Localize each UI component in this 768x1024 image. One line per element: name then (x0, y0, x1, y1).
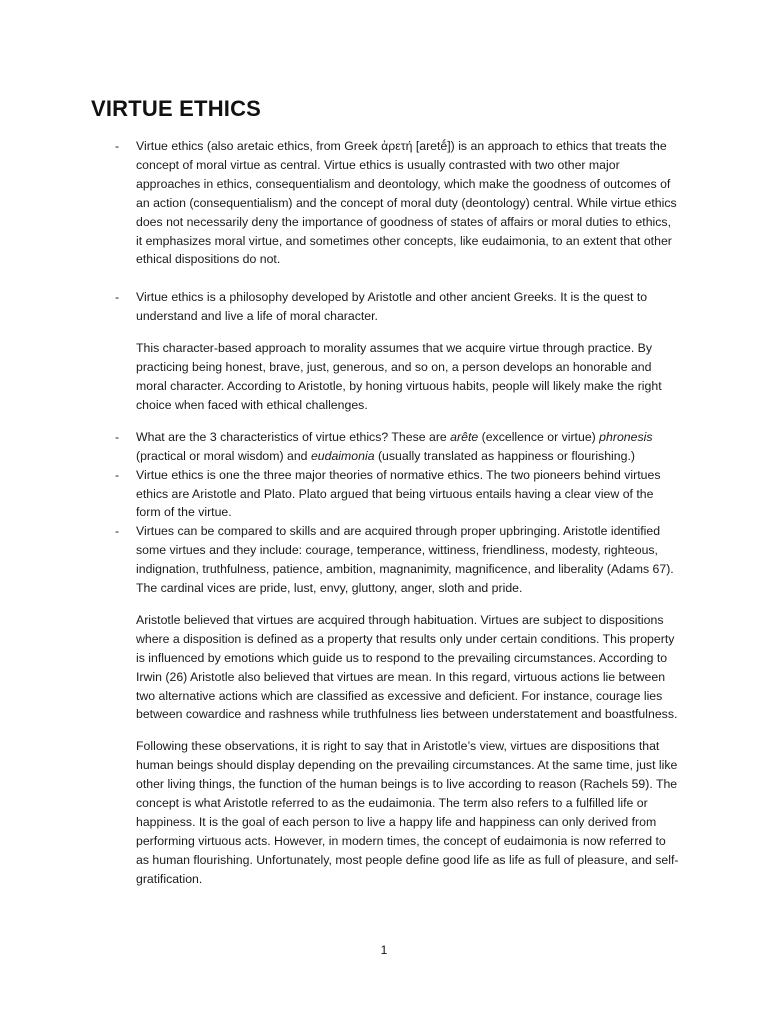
bullet-item-definition (115, 137, 680, 269)
term-arete: arête (450, 429, 479, 444)
bullet-item-philosophy (115, 288, 680, 326)
page-number: 1 (380, 943, 388, 957)
term-eudaimonia: eudaimonia (310, 448, 375, 463)
document-body (115, 137, 680, 889)
bullet-marker: - (115, 524, 120, 539)
document-title: VIRTUE ETHICS (91, 96, 262, 121)
paragraph-habituation: Aristotle believed that virtues are acquired through habituation. Virtues are subject to dispositions where a disposition is defined as a property that results only under certain conditions. This property is influenced by emotions which guide us to respond to the prevailing circumstances. According to Irwin (26) Aristotle also believed that virtues are mean. In this regard, virtuous actions lie between two alternative actions which are classified as excessive and deficient. For instance, courage lies between cowardice and rashness while truthfulness lies between understatement and boastfulness. (136, 612, 678, 722)
bullet-text: Virtue ethics is one the three major theories of normative ethics. The two pioneers behind virtues ethics are Aristotle and Plato. Plato argued that being virtuous entails having a clear view of the form of the virtue. (136, 467, 661, 520)
bullet-marker: - (115, 290, 120, 305)
bullet-item-characteristics (115, 428, 680, 466)
bullet-text: Virtue ethics (also aretaic ethics, from Greek ἀρετή [aretḗ]) is an approach to ethics that treats the concept of moral virtue as central. Virtue ethics is usually contrasted with two other major approaches in ethics, consequentialism and deontology, which make the goodness of outcomes of an action (consequentialism) and the concept of moral duty (deontology) central. While virtue ethics does not necessarily deny the importance of goodness of states of affairs or moral duties to ethics, it emphasizes moral virtue, and sometimes other concepts, like eudaimonia, to an extent that other ethical dispositions do not. (136, 139, 677, 267)
bullet-marker: - (115, 467, 120, 482)
bullet-marker: - (115, 429, 120, 444)
bullet-item-normative (115, 466, 680, 523)
bullet-marker: - (115, 139, 120, 153)
paragraph-character-approach: This character-based approach to morality assumes that we acquire virtue through practice. By practicing being honest, brave, just, generous, and so on, a person develops an honorable and moral character. According to Aristotle, by honing virtuous habits, people will likely make the right choice when faced with ethical challenges. (136, 341, 662, 412)
term-phronesis: phronesis (599, 429, 653, 444)
paragraph-observations: Following these observations, it is right to say that in Aristotle’s view, virtues are dispositions that human beings should display depending on the prevailing circumstances. At the same time, just like other living things, the function of the human beings is to live according to reason (Rachels 59). The concept is what Aristotle referred to as the eudaimonia. The term also refers to a fulfilled life or happiness. It is the goal of each person to live a happy life and happiness can only derived from performing virtuous acts. However, in modern times, the concept of eudaimonia is now referred to as human flourishing. Unfortunately, most people define good life as life as full of pleasure, and self-gratification. (136, 739, 679, 886)
bullet-text: Virtues can be compared to skills and are acquired through proper upbringing. Aristotle identified some virtues and they include: courage, temperance, wittiness, friendliness, modesty, righteous, indignation, truthfulness, patience, ambition, magnanimity, magnificence, and liberality (Adams 67). The cardinal vices are pride, lust, envy, gluttony, anger, sloth and pride. (136, 524, 674, 596)
bullet-item-virtues-skills (115, 522, 680, 598)
bullet-text: Virtue ethics is a philosophy developed by Aristotle and other ancient Greeks. It is the quest to understand and live a life of moral character. (136, 290, 648, 324)
characteristics-text: What are the 3 characteristics of virtue ethics? These are arête (excellence or virtue) phronesis (practical or moral wisdom) and eudaimonia (usually translated as happiness or flourishing.) (136, 429, 653, 463)
